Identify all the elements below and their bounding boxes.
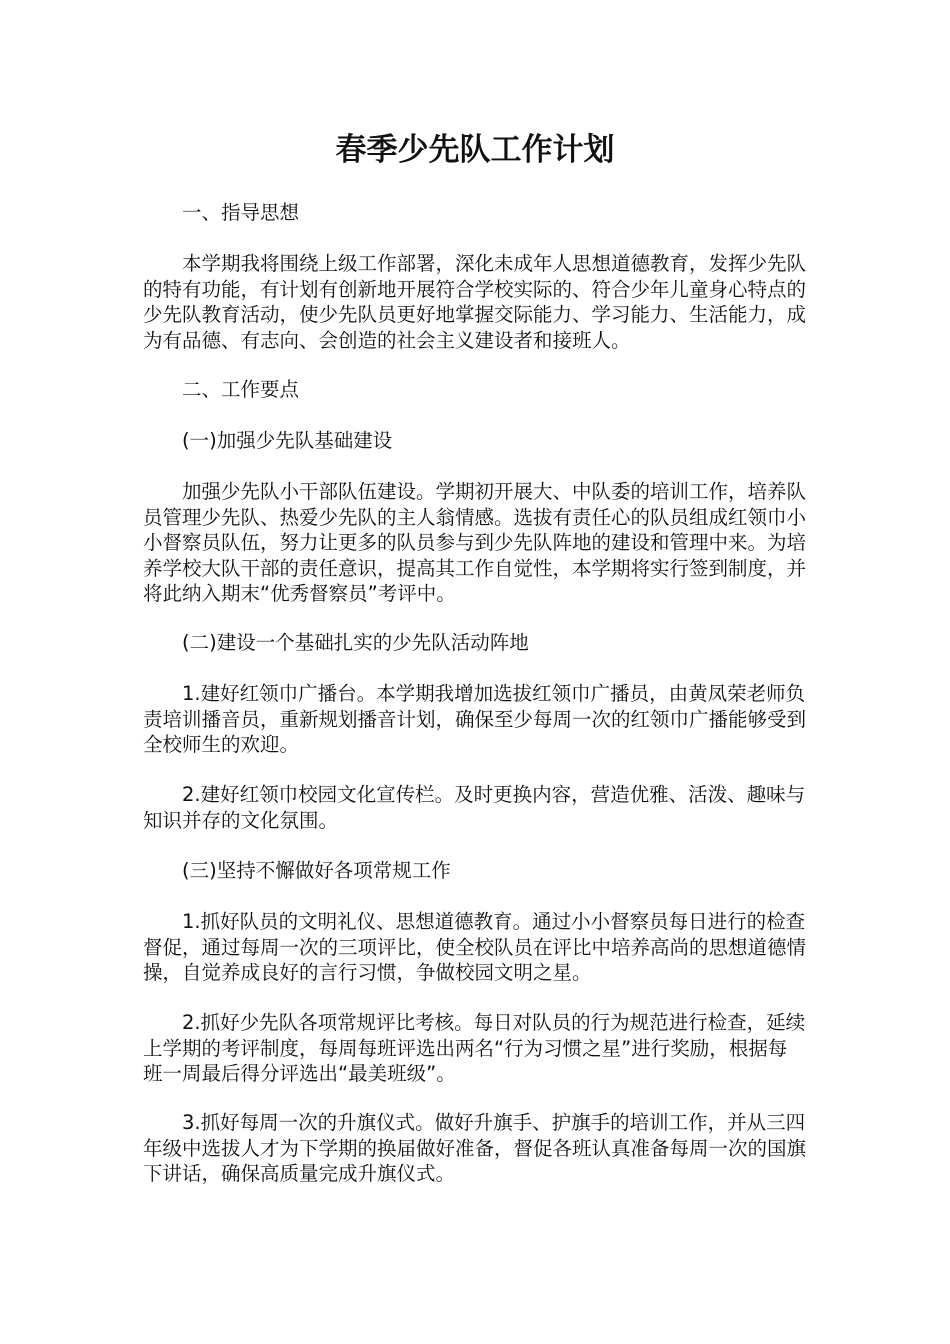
paragraph-line: 2.抓好少先队各项常规评比考核。每日对队员的行为规范进行检查，延续: [182, 1011, 806, 1034]
paragraph-line: 上学期的考评制度，每周每班评选出两名“行为习惯之星”进行奖励，根据每: [143, 1036, 788, 1060]
paragraph-line: 小督察员队伍，努力让更多的队员参与到少先队阵地的建设和管理中来。为培: [143, 531, 807, 554]
paragraph-line: 为有品德、有志向、会创造的社会主义建设者和接班人。: [143, 328, 631, 352]
section-heading-work-points: [143, 377, 808, 403]
paragraph-etiquette: [143, 909, 808, 986]
paragraph-line: 养学校大队干部的责任意识，提高其工作自觉性，本学期将实行签到制度，并: [143, 556, 807, 580]
heading-line: (二)建设一个基础扎实的少先队活动阵地: [182, 631, 529, 654]
paragraph-line: 3.抓好每周一次的升旗仪式。做好升旗手、护旗手的培训工作，并从三四: [182, 1111, 806, 1134]
paragraph-line: 1.建好红领巾广播台。本学期我增加选拔红领巾广播员，由黄凤荣老师负: [182, 682, 806, 705]
paragraph-line: 年级中选拔人才为下学期的换届做好准备，督促各班认真准备每周一次的国旗: [143, 1136, 807, 1160]
paragraph-line: 操，自觉养成良好的言行习惯，争做校园文明之星。: [143, 961, 592, 984]
paragraph-broadcast: [143, 681, 808, 758]
paragraph-line: 少先队教育活动，使少先队员更好地掌握交际能力、学习能力、生活能力，成: [143, 303, 807, 326]
paragraph-line: 下讲话，确保高质量完成升旗仪式。: [143, 1162, 456, 1185]
paragraph-line: 班一周最后得分评选出“最美班级”。: [143, 1062, 456, 1085]
paragraph-evaluation: [143, 1010, 808, 1087]
paragraph-flag-raising: [143, 1110, 808, 1187]
paragraph-cadre-building: [143, 479, 808, 607]
paragraph-line: 全校师生的欢迎。: [143, 733, 300, 756]
subheading-foundation: [143, 428, 808, 454]
subheading-activity-base: [143, 630, 808, 656]
paragraph-line: 的特有功能，有计划有创新地开展符合学校实际的、符合少年儿童身心特点的: [143, 277, 807, 301]
paragraph-bulletin: [143, 782, 808, 833]
paragraph-line: 本学期我将围绕上级工作部署，深化未成年人思想道德教育，发挥少先队: [182, 252, 807, 275]
heading-line: (三)坚持不懈做好各项常规工作: [182, 859, 451, 882]
paragraph-line: 1.抓好队员的文明礼仪、思想道德教育。通过小小督察员每日进行的检查: [182, 910, 806, 933]
document-title: 春季少先队工作计划: [335, 132, 615, 168]
heading-line: 一、指导思想: [182, 201, 300, 224]
heading-line: 二、工作要点: [182, 378, 300, 401]
paragraph-line: 将此纳入期末“优秀督察员”考评中。: [143, 582, 456, 605]
paragraph-line: 责培训播音员，重新规划播音计划，确保至少每周一次的红领巾广播能够受到: [143, 707, 807, 731]
subheading-routine-work: [143, 858, 808, 884]
heading-line: (一)加强少先队基础建设: [182, 429, 393, 452]
paragraph-line: 督促，通过每周一次的三项评比，使全校队员在评比中培养高尚的思想道德情: [143, 935, 807, 959]
paragraph-line: 加强少先队小干部队伍建设。学期初开展大、中队委的培训工作，培养队: [182, 480, 807, 503]
paragraph-line: 员管理少先队、热爱少先队的主人翁情感。选拔有责任心的队员组成红领巾小: [143, 505, 807, 529]
paragraph-guiding-thought: [143, 251, 808, 353]
paragraph-line: 知识并存的文化氛围。: [143, 808, 339, 832]
paragraph-line: 2.建好红领巾校园文化宣传栏。及时更换内容，营造优雅、活泼、趣味与: [182, 783, 806, 806]
section-heading-guiding-thought: [143, 200, 808, 226]
